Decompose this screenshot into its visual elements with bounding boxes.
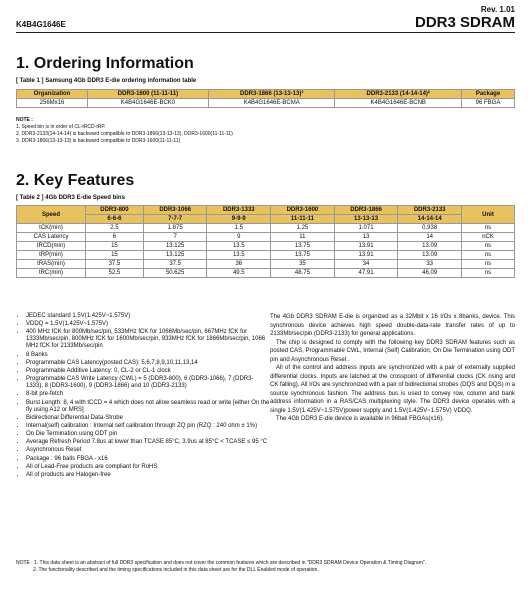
row-label: tRCD(min) [17,242,86,251]
table-cell: 13.125 [143,251,207,260]
table-cell: 7 [143,233,207,242]
feature-item: • Burst Length: 8, 4 with tCCD = 4 which does not allow seamless read or write [either On the fly using A12 or MRS] [26,400,270,414]
table-cell: 15 [86,251,144,260]
ordering-row [17,99,515,108]
feature-item: • 8-bit pre-fetch [26,391,270,398]
table-cell: 13.09 [398,251,462,260]
col-ddr3-1866: DDR3-1866 (13-13-13)³ [208,90,335,99]
table-cell: 1.071 [334,224,398,233]
feature-item: • Programmable Additive Latency: 0, CL-2 or CL-1 clock [26,368,270,375]
table-row [17,251,515,260]
description-paragraph: The 4Gb DDR3 E-die device is available in 96ball FBGAs(x16). [276,416,444,422]
table-cell: 33 [398,260,462,269]
grade-timing: 13-13-13 [334,215,398,224]
feature-item: • Programmable CAS Latency(posted CAS): 5,6,7,8,9,10,11,13,14 [26,360,270,367]
ordering-header-row [17,90,515,99]
ordering-table [16,89,515,108]
table-row [17,242,515,251]
table-cell: 37.5 [143,260,207,269]
table-cell: 46.09 [398,269,462,278]
table-cell: 37.5 [86,260,144,269]
table-cell: 2.5 [86,224,144,233]
unit-cell: ns [462,260,515,269]
table-cell: K4B4G1646E-BCK0 [88,99,209,108]
table-cell: 1.875 [143,224,207,233]
col-organization: Organization [17,90,88,99]
table-cell: 15 [86,242,144,251]
table-cell: 1.25 [271,224,335,233]
speed-bins-caption: [ Table 2 ] 4Gb DDR3 E-die Speed bins [16,195,125,201]
note-item: 2. DDR3-2133(14-14-14) is backward compatible to DDR3-1866(13-13-13), DDR3-1600(11-11-11) [16,131,233,137]
notes-title: NOTE : [16,117,33,123]
footnote-item: 2. The functionality described and the timing specifications included in this data sheet are for the DLL Enabled mode of operation. [33,567,319,573]
speed-header-row [17,206,515,215]
table-cell: 52.5 [86,269,144,278]
feature-item: • Internal(self) calibration : Internal self calibration through ZQ pin (RZQ : 240 ohm ± 1%) [26,423,270,430]
table-cell: 13.09 [398,242,462,251]
ordering-notes [16,117,496,145]
feature-list [16,313,270,480]
description-paragraph: The chip is designed to comply with the following key DDR3 SDRAM features such as posted CAS, Programmable CWL, Internal (Self) Calibration, On Die Termination using ODT pin and Asynchronous Reset . [270,339,515,363]
table-row [17,233,515,242]
unit-cell: ns [462,242,515,251]
grade-name: DDR3-1333 [207,206,271,215]
feature-item: • On Die Termination using ODT pin [26,431,270,438]
feature-item: • All of products are Halogen-free [26,472,270,479]
feature-item: • Package : 96 balls FBGA - x16 [26,456,270,463]
feature-item: • All of Lead-Free products are compliant for RoHS [26,464,270,471]
row-label: tCK(min) [17,224,86,233]
feature-item: • Programmable CAS Write Latency (CWL) = 5 (DDR3-800), 6 (DDR3-1066), 7 (DDR3-1333), 8 (DDR3-1600), 9 (DDR3-1866) and 10 (DDR3-2133) [26,376,270,390]
footnotes [16,560,521,574]
col-speed: Speed [17,206,86,224]
grade-timing: 11-11-11 [271,215,335,224]
unit-cell: ns [462,224,515,233]
table-cell: 13.75 [271,242,335,251]
table-row [17,269,515,278]
grade-name: DDR3-1066 [143,206,207,215]
description-paragraph: The 4Gb DDR3 SDRAM E-die is organized as a 32Mbit x 16 I/Os x 8banks, device. This synchronous device achieves high speed double-data-rate transfer rates of up to 2133Mb/sec/pin (DDR3-2133) for general applications. [270,314,515,337]
feature-item: • VDDQ = 1.5V(1.425V~1.575V) [26,321,270,328]
unit-cell: ns [462,269,515,278]
table-cell: K4B4G1646E-BCMA [208,99,335,108]
col-unit: Unit [462,206,515,224]
table-cell: 47.91 [334,269,398,278]
unit-cell: nCK [462,233,515,242]
table-cell: 1.5 [207,224,271,233]
feature-item: • 400 MHz fCK for 800Mb/sec/pin, 533MHz fCK for 1066Mb/sec/pin, 667MHz fCK for 1333Mb/sec/pin, 800MHz fCK for 1600Mb/sec/pin, 933MHz fCK for 1866Mb/sec/pin, 1066 MHz fCK for 2133Mb/sec/pin [26,329,270,350]
grade-name: DDR3-1600 [271,206,335,215]
row-label: tRP(min) [17,251,86,260]
feature-item: • 8 Banks [26,352,270,359]
table-cell: 49.5 [207,269,271,278]
ordering-table-caption: [ Table 1 ] Samsung 4Gb DDR3 E-die ordering information table [16,78,197,84]
table-cell: 13.91 [334,251,398,260]
row-label: tRAS(min) [17,260,86,269]
table-cell: 13.125 [143,242,207,251]
device-description [270,313,515,424]
table-cell: 13.75 [271,251,335,260]
feature-item: • Average Refresh Period 7.8us at lower than TCASE 85°C, 3.9us at 85°C < TCASE ≤ 95 °C [26,439,270,446]
table-cell: 0.938 [398,224,462,233]
grade-timing: 9-9-9 [207,215,271,224]
table-cell: 13.5 [207,251,271,260]
note-item: 1. Speed bin is in order of CL-tRCD-tRP. [16,124,106,130]
table-cell: 9 [207,233,271,242]
footnote-item: NOTE : 1. This data sheet is an abstract of full DDR3 specification and does not cover the common features which are described in "DDR3 SDRAM Device Operation & Timing Diagram". [16,560,427,566]
feature-item: • Bidirectional Differential Data-Strobe [26,415,270,422]
table-cell: 6 [86,233,144,242]
table-cell: 13 [334,233,398,242]
feature-item: • JEDEC standard 1.5V(1.425V~1.575V) [26,313,270,320]
ordering-heading: 1. Ordering Information [16,55,194,72]
speed-bins-table [16,205,515,278]
row-label: CAS Latency [17,233,86,242]
description-paragraph: All of the control and address inputs are synchronized with a pair of externally supplied differential clocks. Inputs are latched at the crosspoint of differential clocks (CK rising and CK falling). All I/Os are synchronized with a pair of bidirectional strobes (DQS and DQS) in a source synchronous fashion. The address bus is used to convey row, column and bank address information in a RAS/CAS multiplexing style. The DDR3 device operates with a single 1.5V(1.425V~1.575V)power supply and 1.5V(1.425V~1.575V) VDDQ. [270,365,515,414]
grade-name: DDR3-800 [86,206,144,215]
table-cell: 35 [271,260,335,269]
key-features-heading: 2. Key Features [16,172,135,189]
table-cell: 48.75 [271,269,335,278]
col-ddr3-2133: DDR3-2133 (14-14-14)² [335,90,462,99]
grade-timing: 7-7-7 [143,215,207,224]
table-cell: 11 [271,233,335,242]
table-row [17,260,515,269]
col-package: Package [462,90,515,99]
table-cell: 50.625 [143,269,207,278]
unit-cell: ns [462,251,515,260]
table-cell: 13.91 [334,242,398,251]
part-number: K4B4G1646E [16,20,66,29]
feature-item: • Asynchronous Reset [26,447,270,454]
note-item: 3. DDR3-1866(13-13-13) is backward compatible to DDR3-1600(11-11-11) [16,138,181,144]
page-header [16,13,515,33]
col-ddr3-1600: DDR3-1600 (11-11-11) [88,90,209,99]
table-cell: 36 [207,260,271,269]
grade-name: DDR3-1866 [334,206,398,215]
table-cell: 13.5 [207,242,271,251]
table-cell: 34 [334,260,398,269]
grade-name: DDR3-2133 [398,206,462,215]
table-cell: 14 [398,233,462,242]
grade-timing: 6-6-6 [86,215,144,224]
table-row [17,224,515,233]
speed-timing-row [17,215,515,224]
table-cell: 96 FBGA [462,99,515,108]
revision-label: Rev. 1.01 [480,5,515,14]
table-cell: K4B4G1646E-BCNB [335,99,462,108]
grade-timing: 14-14-14 [398,215,462,224]
row-label: tRC(min) [17,269,86,278]
document-title: DDR3 SDRAM [414,14,515,31]
table-cell: 256Mx16 [17,99,88,108]
